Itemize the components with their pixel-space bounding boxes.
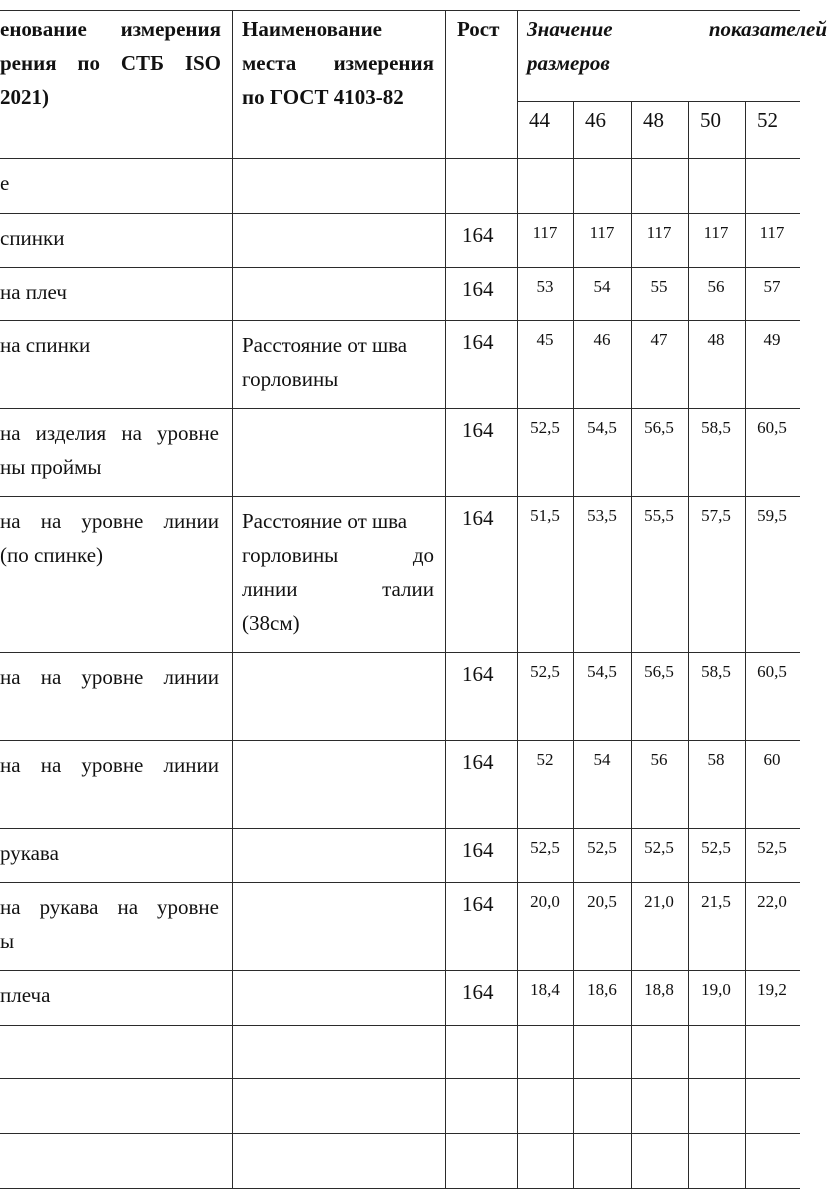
row-2-value-50: 56 [707,277,725,296]
row-10-height: 164 [462,980,494,1004]
word: уровне [157,895,219,919]
row-1-name-line-0: спинки [0,226,65,250]
row-5-value-52: 59,5 [757,506,787,525]
grid-row-line-4 [0,408,800,409]
row-2-value-48: 55 [650,277,668,296]
grid-row-line-12 [0,1078,800,1079]
row-6-height: 164 [462,662,494,686]
word: на [40,509,62,533]
row-2-name-line-0: на плеч [0,280,67,304]
row-7-value-52: 60 [763,750,781,769]
word: рукава [39,895,99,919]
row-7-value-46: 54 [593,750,611,769]
row-6-value-46: 54,5 [587,662,617,681]
row-10-name-line-0: плеча [0,983,51,1007]
word: ISO [184,51,221,75]
grid-row-line-9 [0,882,800,883]
row-7-value-50: 58 [707,750,725,769]
row-4-value-44: 52,5 [530,418,560,437]
grid-col-line-size-2 [688,101,689,1188]
row-9-value-44: 20,0 [530,892,560,911]
row-2-value-52: 57 [763,277,781,296]
grid-col-line-values [517,10,518,1188]
grid-top-border [0,10,800,11]
grid-row-line-14 [0,1188,800,1189]
header-measurement-name-line-3: 2021) [0,85,49,109]
header-place-line-3: по ГОСТ 4103-82 [242,85,404,109]
word: показателей [708,17,827,41]
row-9-name-line-1: ы [0,929,15,953]
row-9-height: 164 [462,892,494,916]
word: на [40,665,62,689]
grid-row-line-2 [0,267,800,268]
word: места [242,51,297,75]
row-4-value-52: 60,5 [757,418,787,437]
size-48: 48 [643,108,664,132]
row-5-value-46: 53,5 [587,506,617,525]
row-8-value-52: 52,5 [757,838,787,857]
row-3-value-52: 49 [763,330,781,349]
grid-row-line-8 [0,828,800,829]
row-3-value-48: 47 [650,330,668,349]
word: изделия [35,421,107,445]
word: на [0,509,21,533]
word: уровне [81,665,144,689]
word: по [77,51,101,75]
row-5-name-line-1: (по спинке) [0,543,104,567]
row-4-value-50: 58,5 [701,418,731,437]
row-8-height: 164 [462,838,494,862]
row-1-value-50: 117 [703,223,729,242]
word: уровне [157,421,219,445]
word: линии [163,509,219,533]
row-9-value-48: 21,0 [644,892,674,911]
word: на [0,895,21,919]
row-5-name-line-0 [0,504,219,538]
word: на [0,665,21,689]
grid-size-divider [517,101,800,102]
row-3-value-50: 48 [707,330,725,349]
row-6-value-52: 60,5 [757,662,787,681]
grid-row-line-7 [0,740,800,741]
row-3-name-line-0: на спинки [0,333,91,357]
grid-col-line-place [232,10,233,1188]
grid-col-line-size-1 [631,101,632,1188]
row-1-value-48: 117 [646,223,672,242]
header-place-line-2 [242,46,434,80]
row-10-value-52: 19,2 [757,980,787,999]
size-46: 46 [585,108,606,132]
row-6-name-line-0 [0,660,219,694]
grid-row-line-0 [0,158,800,159]
row-10-value-48: 18,8 [644,980,674,999]
row-5-value-48: 55,5 [644,506,674,525]
row-10-value-46: 18,6 [587,980,617,999]
grid-row-line-11 [0,1025,800,1026]
row-5-value-44: 51,5 [530,506,560,525]
word: уровне [81,509,144,533]
row-7-name-line-0 [0,748,219,782]
row-10-value-50: 19,0 [701,980,731,999]
row-4-name-line-1: ны проймы [0,455,102,479]
row-5-place-line-1 [242,538,434,572]
row-7-value-48: 56 [650,750,668,769]
row-3-height: 164 [462,330,494,354]
row-8-value-50: 52,5 [701,838,731,857]
row-2-height: 164 [462,277,494,301]
word: на [40,753,62,777]
size-50: 50 [700,108,721,132]
row-3-value-46: 46 [593,330,611,349]
row-10-value-44: 18,4 [530,980,560,999]
header-values-line-2: размеров [527,51,610,75]
row-4-name-line-0 [0,416,219,450]
row-2-value-44: 53 [536,277,554,296]
word: на [121,421,142,445]
word: линии [242,577,298,601]
row-1-value-44: 117 [532,223,558,242]
row-1-value-46: 117 [589,223,615,242]
grid-col-line-height [445,10,446,1188]
grid-row-line-3 [0,320,800,321]
row-4-value-48: 56,5 [644,418,674,437]
word: на [0,753,21,777]
header-measurement-name-line-2 [0,46,221,80]
row-7-value-44: 52 [536,750,554,769]
row-9-value-46: 20,5 [587,892,617,911]
header-values-line-1 [527,12,827,46]
grid-row-line-5 [0,496,800,497]
row-9-value-50: 21,5 [701,892,731,911]
grid-row-line-10 [0,970,800,971]
row-8-name-line-0: рукава [0,841,59,865]
row-1-height: 164 [462,223,494,247]
row-5-place-line-2 [242,572,434,606]
word: рения [0,51,57,75]
row-6-value-50: 58,5 [701,662,731,681]
word: СТБ [120,51,164,75]
row-3-place-line-1: горловины [242,367,339,391]
row-5-place-line-3: (38см) [242,611,300,635]
row-5-place-line-0: Расстояние от шва [242,509,408,533]
row-9-name-line-0 [0,890,219,924]
word: на [0,421,21,445]
word: измерения [333,51,434,75]
word: линии [163,665,219,689]
header-place-line-1: Наименование [242,17,382,41]
grid-row-line-13 [0,1133,800,1134]
row-5-value-50: 57,5 [701,506,731,525]
row-4-value-46: 54,5 [587,418,617,437]
header-height: Рост [457,17,500,41]
word: Значение [527,17,613,41]
word: горловины [242,543,339,567]
row-0-name-line-0: е [0,171,10,195]
row-8-value-44: 52,5 [530,838,560,857]
word: измерения [120,17,221,41]
grid-row-line-1 [0,213,800,214]
row-6-value-48: 56,5 [644,662,674,681]
grid-row-line-6 [0,652,800,653]
word: енование [0,17,87,41]
word: уровне [81,753,144,777]
header-measurement-name-line-1 [0,12,221,46]
row-6-value-44: 52,5 [530,662,560,681]
row-3-place-line-0: Расстояние от шва [242,333,408,357]
row-7-height: 164 [462,750,494,774]
word: линии [163,753,219,777]
grid-col-line-size-3 [745,101,746,1188]
row-4-height: 164 [462,418,494,442]
word: на [117,895,139,919]
row-1-value-52: 117 [759,223,785,242]
word: талии [382,577,434,601]
size-44: 44 [529,108,550,132]
row-5-height: 164 [462,506,494,530]
word: до [412,543,434,567]
grid-col-line-size-0 [573,101,574,1188]
row-9-value-52: 22,0 [757,892,787,911]
row-8-value-46: 52,5 [587,838,617,857]
size-52: 52 [757,108,778,132]
row-3-value-44: 45 [536,330,554,349]
row-8-value-48: 52,5 [644,838,674,857]
row-2-value-46: 54 [593,277,611,296]
